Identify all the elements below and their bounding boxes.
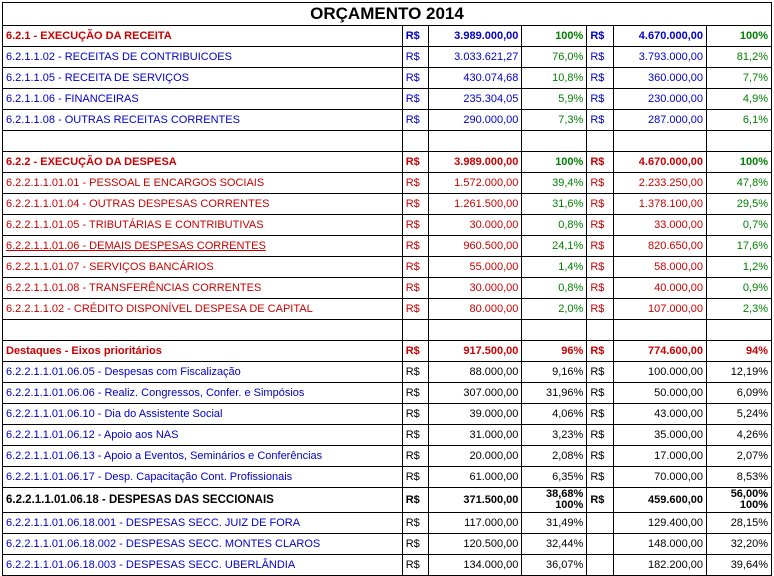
currency-symbol-1: R$ (402, 26, 428, 47)
spacer-cell (3, 131, 403, 152)
percent-2013 (522, 488, 587, 513)
currency-symbol-1: R$ (402, 89, 428, 110)
spacer-cell (429, 320, 522, 341)
row-label: 6.2.2.1.1.01.08 - TRANSFERÊNCIAS CORRENTES (3, 278, 403, 299)
percent-2013-total: 100% (555, 499, 584, 511)
value-2013: 134.000,00 (429, 555, 522, 576)
spacer-cell (587, 320, 613, 341)
value-2014: 4.670.000,00 (613, 26, 706, 47)
budget-table (2, 2, 772, 576)
percent-2013: 96% (522, 341, 587, 362)
percent-2013: 4,06% (522, 404, 587, 425)
value-2014: 35.000,00 (613, 425, 706, 446)
currency-symbol-1: R$ (402, 68, 428, 89)
row-label: 6.2.2.1.1.01.06.10 - Dia do Assistente Social (3, 404, 403, 425)
percent-2013: 100% (522, 26, 587, 47)
percent-2013: 7,3% (522, 110, 587, 131)
spacer-cell (402, 131, 428, 152)
percent-2014: 81,2% (707, 47, 772, 68)
value-2013: 39.000,00 (429, 404, 522, 425)
percent-2014-share: 56,00% (730, 488, 768, 500)
spacer-cell (522, 131, 587, 152)
currency-symbol-2: R$ (587, 404, 613, 425)
currency-symbol-1: R$ (402, 152, 428, 173)
value-2014: 230.000,00 (613, 89, 706, 110)
percent-2014: 7,7% (707, 68, 772, 89)
percent-2013: 32,44% (522, 534, 587, 555)
currency-symbol-2 (587, 555, 613, 576)
value-2014: 58.000,00 (613, 257, 706, 278)
percent-2014: 0,9% (707, 278, 772, 299)
percent-2013: 3,23% (522, 425, 587, 446)
value-2013: 61.000,00 (429, 467, 522, 488)
row-label: 6.2.2.1.1.01.06.18.002 - DESPESAS SECC. MONTES CLAROS (3, 534, 403, 555)
value-2014: 2.233.250,00 (613, 173, 706, 194)
table-row (3, 446, 772, 467)
percent-2014: 6,09% (707, 383, 772, 404)
percent-2013: 31,96% (522, 383, 587, 404)
value-2014: 40.000,00 (613, 278, 706, 299)
value-2013: 80.000,00 (429, 299, 522, 320)
spacer-cell (707, 320, 772, 341)
table-row (3, 513, 772, 534)
spacer-cell (402, 320, 428, 341)
row-label: 6.2.2.1.1.01.06.12 - Apoio aos NAS (3, 425, 403, 446)
currency-symbol-2: R$ (587, 362, 613, 383)
table-row (3, 383, 772, 404)
value-2014: 50.000,00 (613, 383, 706, 404)
value-2014: 100.000,00 (613, 362, 706, 383)
table-row (3, 89, 772, 110)
percent-2013: 76,0% (522, 47, 587, 68)
value-2013: 55.000,00 (429, 257, 522, 278)
row-label: Destaques - Eixos prioritários (3, 341, 403, 362)
percent-2014: 29,5% (707, 194, 772, 215)
spacer-row (3, 131, 772, 152)
currency-symbol-2: R$ (587, 299, 613, 320)
table-row (3, 534, 772, 555)
section-row (3, 341, 772, 362)
value-2014: 1.378.100,00 (613, 194, 706, 215)
table-row (3, 215, 772, 236)
value-2014: 33.000,00 (613, 215, 706, 236)
row-label: 6.2.2.1.1.01.06.05 - Despesas com Fiscalização (3, 362, 403, 383)
percent-2014: 28,15% (707, 513, 772, 534)
currency-symbol-2: R$ (587, 194, 613, 215)
currency-symbol-1: R$ (402, 194, 428, 215)
currency-symbol-1: R$ (402, 383, 428, 404)
currency-symbol-2: R$ (587, 341, 613, 362)
spacer-row (3, 320, 772, 341)
value-2014: 459.600,00 (613, 488, 706, 513)
page-title: ORÇAMENTO 2014 (3, 3, 772, 26)
spacer-cell (707, 131, 772, 152)
percent-2014: 94% (707, 341, 772, 362)
currency-symbol-2: R$ (587, 68, 613, 89)
value-2014: 70.000,00 (613, 467, 706, 488)
value-2013: 235.304,05 (429, 89, 522, 110)
value-2013: 120.500,00 (429, 534, 522, 555)
percent-2013: 2,0% (522, 299, 587, 320)
percent-2014: 39,64% (707, 555, 772, 576)
row-label: 6.2.2.1.1.01.06 - DEMAIS DESPESAS CORRENTES (3, 236, 403, 257)
row-label: 6.2.1.1.02 - RECEITAS DE CONTRIBUICOES (3, 47, 403, 68)
currency-symbol-1: R$ (402, 467, 428, 488)
row-label: 6.2.2.1.1.01.06.06 - Realiz. Congressos, Confer. e Simpósios (3, 383, 403, 404)
percent-2013: 6,35% (522, 467, 587, 488)
currency-symbol-2: R$ (587, 89, 613, 110)
currency-symbol-1: R$ (402, 341, 428, 362)
currency-symbol-2 (587, 513, 613, 534)
row-label: 6.2.2.1.1.01.06.18.001 - DESPESAS SECC. JUIZ DE FORA (3, 513, 403, 534)
table-row (3, 362, 772, 383)
percent-2014: 1,2% (707, 257, 772, 278)
percent-2014: 6,1% (707, 110, 772, 131)
currency-symbol-1: R$ (402, 215, 428, 236)
currency-symbol-1: R$ (402, 299, 428, 320)
currency-symbol-2 (587, 534, 613, 555)
table-row (3, 467, 772, 488)
percent-2014-total: 100% (739, 499, 768, 511)
currency-symbol-1: R$ (402, 257, 428, 278)
percent-2014: 100% (707, 152, 772, 173)
value-2013: 20.000,00 (429, 446, 522, 467)
value-2014: 820.650,00 (613, 236, 706, 257)
percent-2014: 8,53% (707, 467, 772, 488)
value-2014: 129.400,00 (613, 513, 706, 534)
percent-2013-share: 38,68% (546, 488, 584, 500)
currency-symbol-2: R$ (587, 257, 613, 278)
percent-2013: 39,4% (522, 173, 587, 194)
percent-2013: 2,08% (522, 446, 587, 467)
currency-symbol-1: R$ (402, 513, 428, 534)
row-label: 6.2.1 - EXECUÇÃO DA RECEITA (3, 26, 403, 47)
section-row (3, 26, 772, 47)
row-label: 6.2.2.1.1.01.07 - SERVIÇOS BANCÁRIOS (3, 257, 403, 278)
value-2013: 1.572.000,00 (429, 173, 522, 194)
percent-2014: 4,26% (707, 425, 772, 446)
table-row (3, 173, 772, 194)
title-row (3, 3, 772, 26)
table-row (3, 257, 772, 278)
currency-symbol-2: R$ (587, 47, 613, 68)
table-row (3, 555, 772, 576)
currency-symbol-1: R$ (402, 236, 428, 257)
spacer-cell (613, 320, 706, 341)
value-2014: 287.000,00 (613, 110, 706, 131)
percent-2013: 10,8% (522, 68, 587, 89)
total-row (3, 488, 772, 513)
value-2014: 43.000,00 (613, 404, 706, 425)
percent-2014: 2,07% (707, 446, 772, 467)
row-label: 6.2.2.1.1.01.06.17 - Desp. Capacitação Cont. Profissionais (3, 467, 403, 488)
value-2013: 430.074,68 (429, 68, 522, 89)
currency-symbol-1: R$ (402, 534, 428, 555)
spacer-cell (587, 131, 613, 152)
percent-2014: 47,8% (707, 173, 772, 194)
percent-2013: 31,6% (522, 194, 587, 215)
value-2013: 117.000,00 (429, 513, 522, 534)
percent-2014: 4,9% (707, 89, 772, 110)
value-2014: 17.000,00 (613, 446, 706, 467)
value-2014: 107.000,00 (613, 299, 706, 320)
row-label: 6.2.2.1.1.01.01 - PESSOAL E ENCARGOS SOCIAIS (3, 173, 403, 194)
value-2013: 917.500,00 (429, 341, 522, 362)
row-label: 6.2.1.1.05 - RECEITA DE SERVIÇOS (3, 68, 403, 89)
row-label: 6.2.2 - EXECUÇÃO DA DESPESA (3, 152, 403, 173)
currency-symbol-2: R$ (587, 110, 613, 131)
percent-2014: 12,19% (707, 362, 772, 383)
budget-table-body (3, 3, 772, 576)
value-2013: 1.261.500,00 (429, 194, 522, 215)
percent-2013: 24,1% (522, 236, 587, 257)
percent-2014: 2,3% (707, 299, 772, 320)
percent-2013: 1,4% (522, 257, 587, 278)
value-2013: 960.500,00 (429, 236, 522, 257)
spacer-cell (429, 131, 522, 152)
percent-2014: 32,20% (707, 534, 772, 555)
value-2013: 371.500,00 (429, 488, 522, 513)
value-2014: 182.200,00 (613, 555, 706, 576)
table-row (3, 404, 772, 425)
percent-2013: 5,9% (522, 89, 587, 110)
percent-2014: 0,7% (707, 215, 772, 236)
value-2013: 290.000,00 (429, 110, 522, 131)
percent-2013: 100% (522, 152, 587, 173)
row-label: 6.2.1.1.08 - OUTRAS RECEITAS CORRENTES (3, 110, 403, 131)
table-row (3, 299, 772, 320)
currency-symbol-1: R$ (402, 110, 428, 131)
value-2013: 31.000,00 (429, 425, 522, 446)
table-row (3, 47, 772, 68)
currency-symbol-2: R$ (587, 152, 613, 173)
currency-symbol-2: R$ (587, 488, 613, 513)
value-2014: 360.000,00 (613, 68, 706, 89)
value-2013: 88.000,00 (429, 362, 522, 383)
currency-symbol-1: R$ (402, 425, 428, 446)
value-2014: 148.000,00 (613, 534, 706, 555)
table-row (3, 68, 772, 89)
row-label: 6.2.2.1.1.01.06.13 - Apoio a Eventos, Seminários e Conferências (3, 446, 403, 467)
currency-symbol-1: R$ (402, 47, 428, 68)
value-2014: 3.793.000,00 (613, 47, 706, 68)
currency-symbol-2: R$ (587, 446, 613, 467)
value-2013: 30.000,00 (429, 215, 522, 236)
currency-symbol-1: R$ (402, 488, 428, 513)
currency-symbol-1: R$ (402, 404, 428, 425)
table-row (3, 278, 772, 299)
row-label: 6.2.2.1.1.01.05 - TRIBUTÁRIAS E CONTRIBUTIVAS (3, 215, 403, 236)
value-2013: 30.000,00 (429, 278, 522, 299)
value-2014: 774.600,00 (613, 341, 706, 362)
row-label: 6.2.2.1.1.01.04 - OUTRAS DESPESAS CORRENTES (3, 194, 403, 215)
spacer-cell (613, 131, 706, 152)
currency-symbol-1: R$ (402, 278, 428, 299)
percent-2013: 0,8% (522, 215, 587, 236)
row-label: 6.2.1.1.06 - FINANCEIRAS (3, 89, 403, 110)
row-label: 6.2.2.1.1.02 - CRÉDITO DISPONÍVEL DESPESA DE CAPITAL (3, 299, 403, 320)
currency-symbol-2: R$ (587, 173, 613, 194)
percent-2014: 17,6% (707, 236, 772, 257)
currency-symbol-2: R$ (587, 236, 613, 257)
row-label: 6.2.2.1.1.01.06.18.003 - DESPESAS SECC. UBERLÂNDIA (3, 555, 403, 576)
value-2013: 307.000,00 (429, 383, 522, 404)
percent-2013: 31,49% (522, 513, 587, 534)
table-row (3, 194, 772, 215)
spacer-cell (522, 320, 587, 341)
percent-2014: 5,24% (707, 404, 772, 425)
percent-2014 (707, 488, 772, 513)
row-label: 6.2.2.1.1.01.06.18 - DESPESAS DAS SECCIONAIS (3, 488, 403, 513)
value-2013: 3.989.000,00 (429, 26, 522, 47)
table-row (3, 236, 772, 257)
currency-symbol-2: R$ (587, 278, 613, 299)
percent-2013: 0,8% (522, 278, 587, 299)
table-row (3, 110, 772, 131)
currency-symbol-1: R$ (402, 362, 428, 383)
currency-symbol-2: R$ (587, 26, 613, 47)
value-2013: 3.989.000,00 (429, 152, 522, 173)
table-row (3, 425, 772, 446)
section-row (3, 152, 772, 173)
currency-symbol-2: R$ (587, 383, 613, 404)
currency-symbol-2: R$ (587, 215, 613, 236)
currency-symbol-2: R$ (587, 425, 613, 446)
currency-symbol-2: R$ (587, 467, 613, 488)
value-2014: 4.670.000,00 (613, 152, 706, 173)
percent-2014: 100% (707, 26, 772, 47)
percent-2013: 36,07% (522, 555, 587, 576)
percent-2013: 9,16% (522, 362, 587, 383)
value-2013: 3.033.621,27 (429, 47, 522, 68)
spacer-cell (3, 320, 403, 341)
currency-symbol-1: R$ (402, 446, 428, 467)
currency-symbol-1: R$ (402, 555, 428, 576)
currency-symbol-1: R$ (402, 173, 428, 194)
